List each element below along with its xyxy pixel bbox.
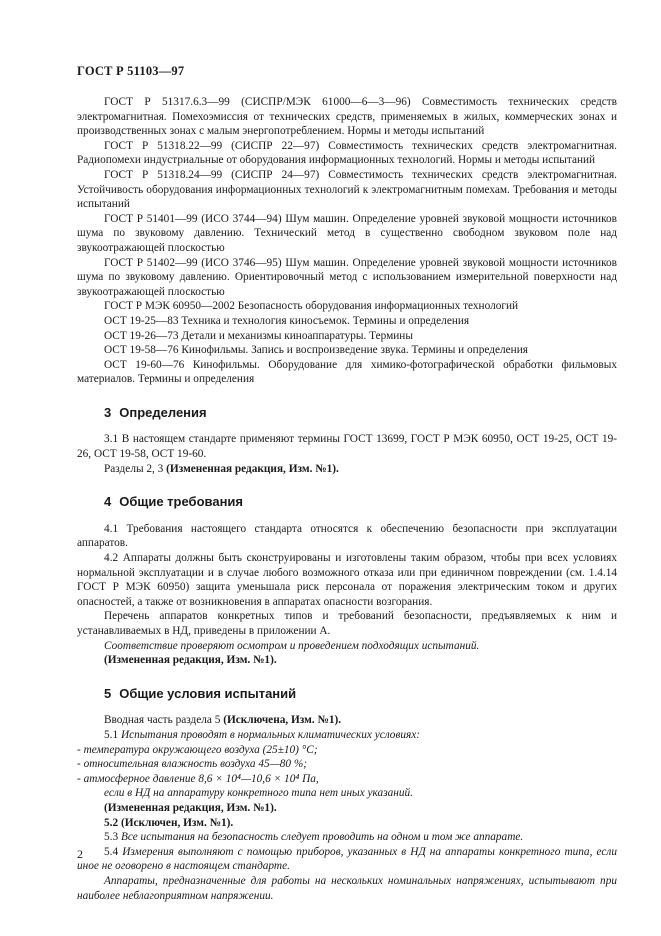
normative-reference: ГОСТ Р 51317.6.3—99 (СИСПР/МЭК 61000—6—3—96) Совместимость технических средств электромагнитная. Помехоэмиссия от технических средств, применяемых в жилых, коммерческих зонах и производственных зонах с малым энергопотреблением. Нормы и методы испытаний: [77, 96, 617, 138]
paragraph-text: Вводная часть раздела 5: [104, 714, 224, 727]
list-item-text: - относительная влажность воздуха 45—80 %;: [77, 758, 308, 771]
document-body: [77, 95, 617, 903]
paragraph: [77, 462, 617, 477]
paragraph: [77, 639, 617, 654]
paragraph: [77, 801, 617, 816]
paragraph: 4.1 Требования настоящего стандарта относятся к обеспечению безопасности при эксплуатации аппаратов.: [77, 522, 617, 550]
paragraph: [77, 786, 617, 801]
section-number: 4: [104, 494, 112, 510]
clause-number: 5.3: [104, 831, 121, 844]
section-title: Общие требования: [119, 494, 243, 510]
clause-number: 5.4: [104, 845, 123, 858]
normative-reference: ГОСТ Р 51402—99 (ИСО 3746—95) Шум машин. Определение уровней звуковой мощности источников шума по звуковому давлению. Ориентировочный метод с использованием измерительной поверхности над звукоотражающей плоскостью: [77, 256, 617, 298]
section-3-heading: [104, 406, 617, 421]
amendment-note: (Измененная редакция, Изм. №1).: [104, 801, 277, 814]
paragraph: [77, 830, 617, 845]
page-number: 2: [77, 847, 83, 861]
paragraph: [77, 874, 617, 903]
clause-number: 5.1: [104, 728, 121, 741]
normative-reference: ОСТ 19-25—83 Техника и технология киносъемок. Термины и определения: [104, 314, 470, 327]
paragraph: Перечень аппаратов конкретных типов и требований безопасности, предъявляемых к ним и устанавливаемых в НД, приведены в приложении А.: [77, 610, 617, 637]
document-header: ГОСТ Р 51103—97: [77, 64, 185, 78]
normative-reference: ОСТ 19-58—76 Кинофильмы. Запись и воспроизведение звука. Термины и определения: [104, 344, 528, 357]
normative-reference: ГОСТ Р МЭК 60950—2002 Безопасность оборудования информационных технологий: [104, 300, 519, 313]
amendment-note: 5.2 (Исключен, Изм. №1).: [104, 816, 234, 829]
compliance-note: Соответствие проверяют осмотром и проведением подходящих испытаний.: [104, 639, 480, 652]
paragraph-text: если в НД на аппаратуру конкретного типа нет иных указаний.: [104, 787, 413, 800]
normative-reference: ГОСТ Р 51401—99 (ИСО 3744—94) Шум машин. Определение уровней звуковой мощности источников шума по звуковому давлению. Технический метод в существенно свободном звуковом поле над звукоотражающей плоскостью: [77, 212, 617, 254]
normative-reference: ГОСТ Р 51318.24—99 (СИСПР 24—97) Совместимость технических средств электромагнитная. Устойчивость оборудования информационных технологий к электромагнитным помехам. Требования и методы испытаний: [77, 168, 617, 211]
paragraph-text: Все испытания на безопасность следует проводить на одном и том же аппарате.: [120, 831, 524, 844]
section-number: 5: [104, 685, 112, 701]
paragraph: 4.2 Аппараты должны быть сконструированы и изготовлены таким образом, чтобы при всех условиях нормальной эксплуатации и в случае любого возможного отказа или при единичном повреждении (см. 1.4.14 ГОСТ Р МЭК 60950) защита уменьшала риск персонала от поражения электрическим током и других опасностей, а также от возникновения в аппаратах опасности возгорания.: [77, 552, 617, 608]
section-4-heading: [104, 495, 617, 510]
amendment-note: (Измененная редакция, Изм. №1).: [104, 654, 277, 667]
list-item-text: - температура окружающего воздуха (25±10) °С;: [77, 743, 318, 756]
paragraph-text: Разделы 2, 3: [104, 462, 167, 475]
amendment-note: (Исключена, Изм. №1).: [223, 714, 342, 727]
normative-reference: ОСТ 19-26—73 Детали и механизмы киноаппаратуры. Термины: [104, 329, 413, 342]
section-number: 3: [104, 404, 112, 420]
list-item: [77, 772, 617, 787]
paragraph: 3.1 В настоящем стандарте применяют термины ГОСТ 13699, ГОСТ Р МЭК 60950, ОСТ 19-25, ОСТ 19-26, ОСТ 19-58, ОСТ 19-60.: [77, 433, 617, 461]
paragraph-text: Аппараты, предназначенные для работы на нескольких номинальных напряжениях, испытывают при наиболее неблагоприятном напряжении.: [77, 874, 617, 902]
paragraph: [77, 845, 617, 874]
amendment-note: (Измененная редакция, Изм. №1).: [166, 462, 339, 475]
paragraph: [77, 653, 617, 668]
list-item-text: - атмосферное давление 8,6 × 10⁴—10,6 × 10⁴ Па,: [77, 772, 319, 785]
list-item: [77, 757, 617, 772]
section-5-heading: [104, 687, 617, 702]
paragraph: [77, 816, 617, 831]
normative-reference: ГОСТ Р 51318.22—99 (СИСПР 22—97) Совместимость технических средств электромагнитная. Радиопомехи индустриальные от оборудования информационных технологий. Нормы и методы испытаний: [77, 139, 617, 167]
section-title: Общие условия испытаний: [119, 685, 297, 701]
section-title: Определения: [119, 404, 207, 420]
paragraph-text: Испытания проводят в нормальных климатических условиях:: [120, 728, 421, 741]
paragraph-text: Измерения выполняют с помощью приборов, указанных в НД на аппараты конкретного типа, если иное не оговорено в настоящем стандарте.: [77, 845, 617, 873]
paragraph: [77, 713, 617, 728]
paragraph: [77, 728, 617, 743]
normative-reference: ОСТ 19-60—76 Кинофильмы. Оборудование для химико-фотографической обработки фильмовых материалов. Термины и определения: [77, 358, 617, 386]
list-item: [77, 743, 617, 758]
